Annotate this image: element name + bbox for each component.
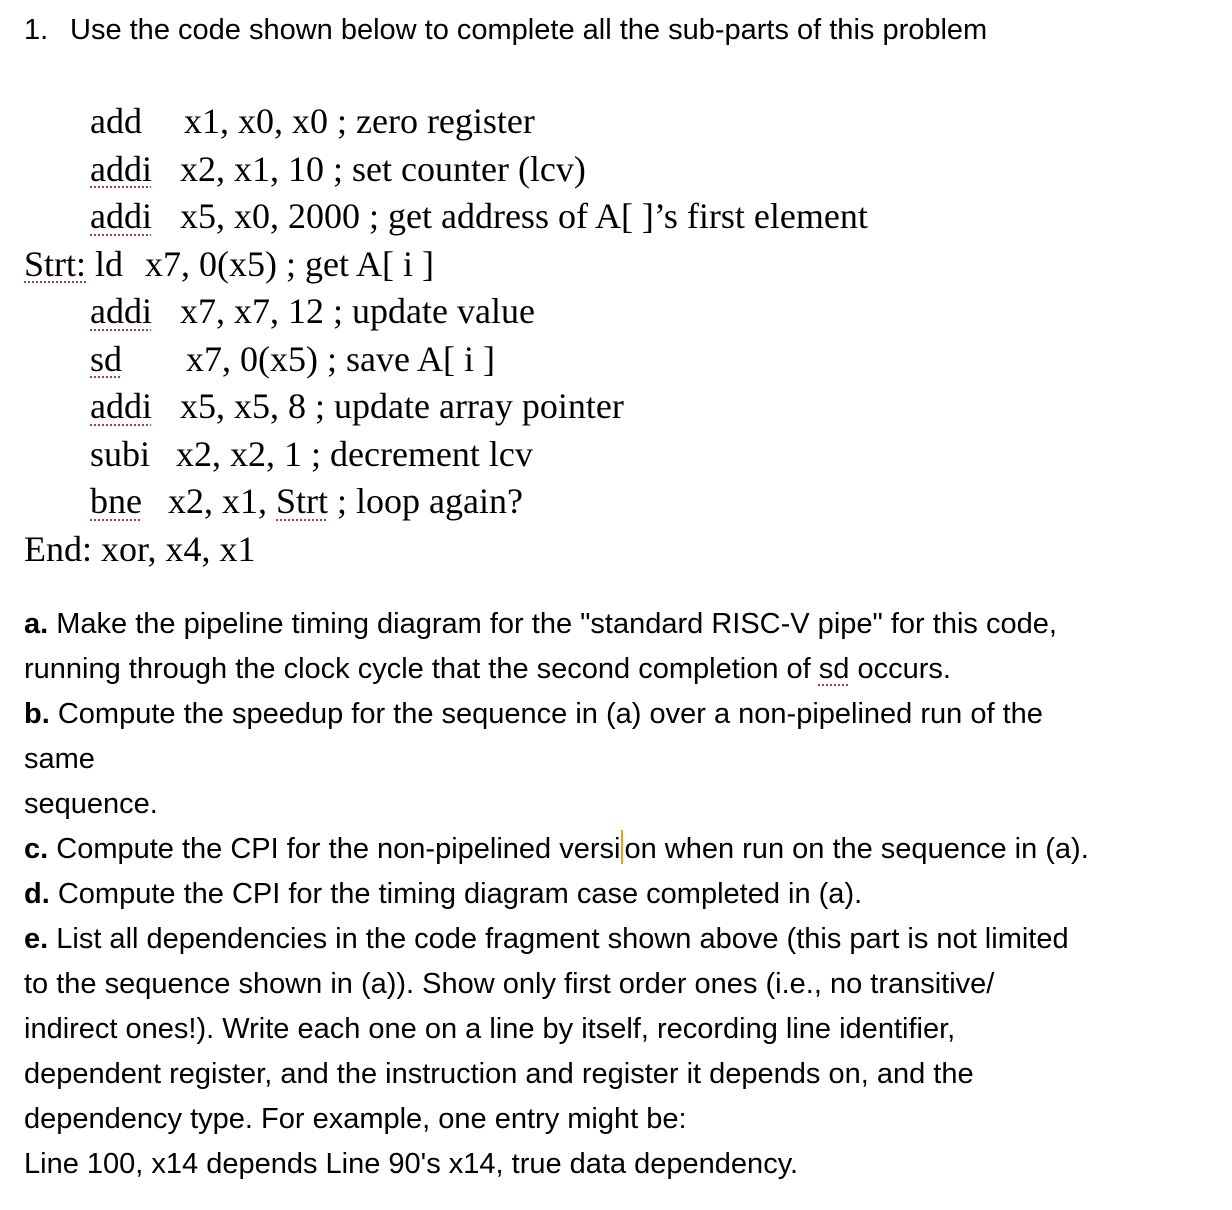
operands: x5, x5, 8 ; update array pointer [180, 386, 624, 426]
sd-mention: sd [818, 653, 850, 685]
label-strt: Strt: [24, 243, 87, 284]
question-letter: e. [24, 923, 49, 955]
question-letter: d. [24, 878, 50, 910]
branch-target: Strt [276, 481, 329, 521]
question-e-line-1: e. List all dependencies in the code fragment shown above (this part is not limited [24, 923, 1069, 955]
question-d: d. Compute the CPI for the timing diagram case completed in (a). [24, 878, 863, 910]
question-letter: a. [24, 608, 49, 640]
question-e-line-5: dependency type. For example, one entry might be: [24, 1103, 687, 1135]
code-line-4 [24, 241, 868, 289]
opcode: bne [90, 481, 142, 521]
question-letter: c. [24, 833, 49, 865]
code-line-9 [24, 478, 868, 526]
question-a-line-1: a. Make the pipeline timing diagram for the "standard RISC-V pipe" for this code, [24, 608, 1057, 640]
problem-number: 1. [24, 14, 49, 46]
opcode: addi [90, 386, 152, 426]
opcode: add [90, 101, 142, 141]
question-e-line-6: Line 100, x14 depends Line 90's x14, true data dependency. [24, 1148, 799, 1180]
question-c: c. Compute the CPI for the non-pipelined versi on when run on the sequence in (a). [24, 827, 1214, 872]
question-b-line-1: b. Compute the speedup for the sequence in (a) over a non-pipelined run of the [24, 698, 1043, 730]
code-block [24, 98, 868, 573]
questions-block [24, 602, 1214, 1187]
code-line-7 [24, 383, 868, 431]
code-line-8 [24, 431, 868, 479]
question-e-line-2: to the sequence shown in (a)). Show only first order ones (i.e., no transitive/ [24, 968, 995, 1000]
question-b-line-3: sequence. [24, 788, 158, 820]
opcode: sd [90, 338, 123, 379]
operands: xor, x4, x1 [101, 528, 256, 569]
code-line-10 [24, 526, 868, 574]
question-b-line-2: same [24, 743, 95, 775]
problem-title: Use the code shown below to complete all the sub-parts of this problem [70, 14, 988, 46]
opcode: subi [90, 433, 151, 474]
opcode: addi [90, 148, 152, 189]
opcode: addi [90, 291, 152, 331]
operands: x2, x1, [168, 481, 276, 521]
code-line-1 [24, 98, 868, 146]
code-line-6 [24, 336, 868, 384]
opcode: ld [95, 243, 124, 284]
problem-heading [24, 14, 987, 47]
question-e-line-3: indirect ones!). Write each one on a line by itself, recording line identifier, [24, 1013, 956, 1045]
code-line-5 [24, 288, 868, 336]
opcode: addi [90, 196, 152, 236]
operands: x2, x1, 10 ; set counter (lcv) [180, 148, 586, 189]
question-letter: b. [24, 698, 50, 730]
operands: x7, x7, 12 ; update value [180, 291, 535, 331]
code-line-2 [24, 146, 868, 194]
operands: x2, x2, 1 ; decrement lcv [176, 433, 533, 474]
operands: x7, 0(x5) ; save A[ i ] [186, 338, 495, 379]
operands: x5, x0, 2000 ; get address of A[ ]’s first element [180, 196, 868, 236]
question-e-line-4: dependent register, and the instruction and register it depends on, and the [24, 1058, 974, 1090]
operands: x1, x0, x0 ; zero register [184, 101, 535, 141]
code-line-3 [24, 193, 868, 241]
label-end: End: [24, 528, 92, 569]
operands: x7, 0(x5) ; get A[ i ] [145, 243, 434, 284]
question-a-line-2: running through the clock cycle that the second completion of sd occurs. [24, 653, 951, 685]
comment: ; loop again? [328, 481, 523, 521]
